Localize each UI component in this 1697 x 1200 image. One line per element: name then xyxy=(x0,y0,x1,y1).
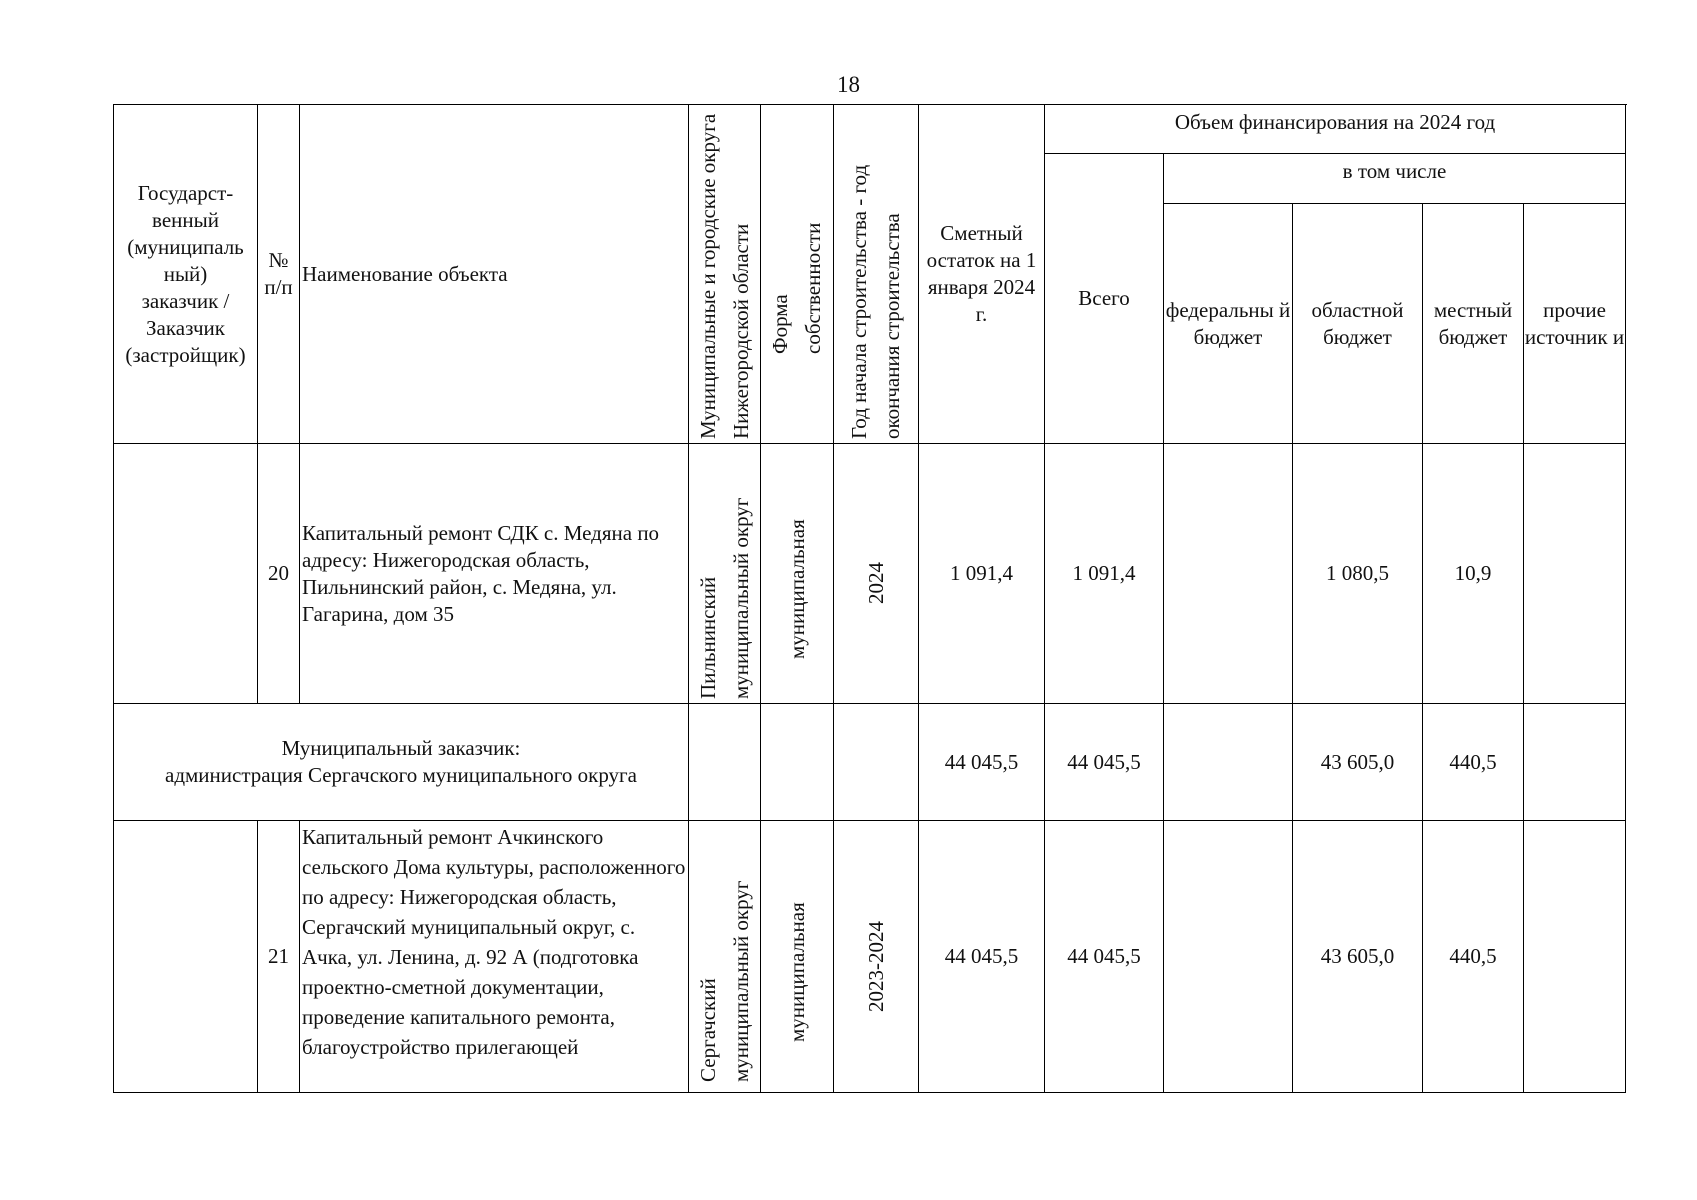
subtotal-district xyxy=(689,704,761,821)
header-total: Всего xyxy=(1045,154,1164,444)
cell-customer xyxy=(114,444,258,704)
cell-regional: 1 080,5 xyxy=(1293,444,1423,704)
cell-other xyxy=(1524,821,1626,1093)
subtotal-years xyxy=(834,704,919,821)
cell-local: 10,9 xyxy=(1423,444,1524,704)
header-funding: Объем финансирования на 2024 год xyxy=(1045,105,1626,154)
cell-federal xyxy=(1164,444,1293,704)
header-other: прочие источник и xyxy=(1524,204,1626,444)
header-districts: Муниципальные и городские округа Нижегородской области xyxy=(689,105,761,444)
subtotal-row xyxy=(114,704,1626,821)
page-number: 18 xyxy=(837,72,860,97)
cell-customer xyxy=(114,821,258,1093)
header-including: в том числе xyxy=(1164,154,1626,204)
header-customer: Государст- венный (муниципаль ный) заказчик / Заказчик (застройщик) xyxy=(114,105,258,444)
cell-district: Сергачский муниципальный округ xyxy=(689,821,761,1093)
cell-total: 44 045,5 xyxy=(1045,821,1164,1093)
header-regional: областной бюджет xyxy=(1293,204,1423,444)
header-num: № п/п xyxy=(258,105,300,444)
cell-object: Капитальный ремонт СДК с. Медяна по адресу: Нижегородская область, Пильнинский район, с. Медяна, ул. Гагарина, дом 35 xyxy=(300,444,689,704)
header-years: Год начала строительства - год окончания строительства xyxy=(834,105,919,444)
cell-district: Пильнинский муниципальный округ xyxy=(689,444,761,704)
header-local: местный бюджет xyxy=(1423,204,1524,444)
financing-table xyxy=(113,104,1626,1093)
cell-object: Капитальный ремонт Ачкинского сельского Дома культуры, расположенного по адресу: Нижегородская область, Сергачский муниципальный округ, с. Ачка, ул. Ленина, д. 92 А (подготовка проектно-сметной документации, проведение капитального ремонта, благоустройство прилегающей xyxy=(300,821,689,1093)
cell-num: 21 xyxy=(258,821,300,1093)
header-estimate: Сметный остаток на 1 января 2024 г. xyxy=(919,105,1045,444)
cell-num: 20 xyxy=(258,444,300,704)
cell-years: 2024 xyxy=(834,444,919,704)
cell-local: 440,5 xyxy=(1423,821,1524,1093)
cell-federal xyxy=(1164,821,1293,1093)
subtotal-label: Муниципальный заказчик: администрация Сергачского муниципального округа xyxy=(114,704,689,821)
cell-total: 1 091,4 xyxy=(1045,444,1164,704)
table-row xyxy=(114,821,1626,1093)
subtotal-other xyxy=(1524,704,1626,821)
subtotal-estimate: 44 045,5 xyxy=(919,704,1045,821)
cell-estimate: 44 045,5 xyxy=(919,821,1045,1093)
header-object-name: Наименование объекта xyxy=(300,105,689,444)
cell-years: 2023-2024 xyxy=(834,821,919,1093)
table-row xyxy=(114,444,1626,704)
subtotal-ownership xyxy=(761,704,834,821)
header-ownership: Форма собственности xyxy=(761,105,834,444)
cell-regional: 43 605,0 xyxy=(1293,821,1423,1093)
cell-ownership: муниципальная xyxy=(761,444,834,704)
cell-other xyxy=(1524,444,1626,704)
subtotal-regional: 43 605,0 xyxy=(1293,704,1423,821)
header-federal: федеральны й бюджет xyxy=(1164,204,1293,444)
subtotal-federal xyxy=(1164,704,1293,821)
subtotal-total: 44 045,5 xyxy=(1045,704,1164,821)
cell-ownership: муниципальная xyxy=(761,821,834,1093)
cell-estimate: 1 091,4 xyxy=(919,444,1045,704)
subtotal-local: 440,5 xyxy=(1423,704,1524,821)
